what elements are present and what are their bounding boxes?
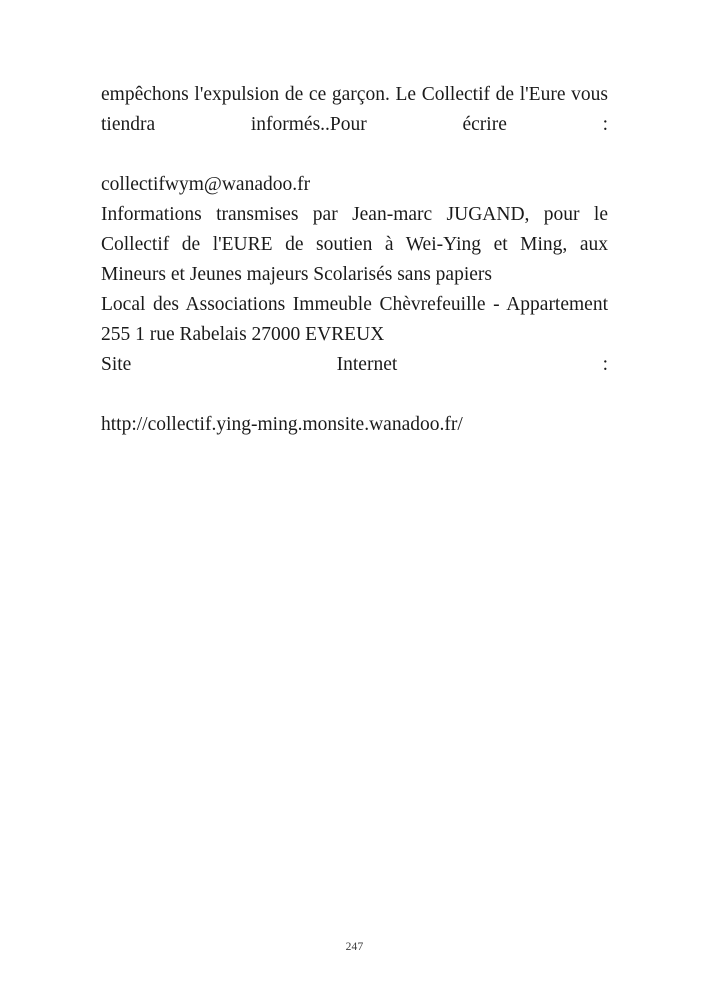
website-url: http://collectif.ying-ming.monsite.wanadoo.fr/ bbox=[101, 414, 463, 435]
email-address: collectifwym@wanadoo.fr bbox=[101, 174, 311, 195]
paragraph-informations bbox=[101, 200, 608, 290]
paragraph-website-url bbox=[101, 410, 608, 440]
page-number: 247 bbox=[345, 941, 364, 953]
page-text-column bbox=[101, 80, 608, 440]
paragraph-collectif-contact-text: empêchons l'expulsion de ce garçon. Le Collectif de l'Eure vous tiendra informés..Pour écrire : bbox=[101, 84, 608, 135]
internet-label: Internet : bbox=[336, 354, 608, 375]
paragraph-informations-text: Informations transmises par Jean-marc JUGAND, pour le Collectif de l'EURE de soutien à Wei-Ying et Ming, aux Mineurs et Jeunes majeurs Scolarisés sans papiers bbox=[101, 204, 608, 285]
paragraph-site-internet bbox=[101, 350, 608, 410]
paragraph-address-text: Local des Associations Immeuble Chèvrefeuille - Appartement 255 1 rue Rabelais 27000 EVREUX bbox=[101, 294, 608, 345]
site-label: Site bbox=[101, 354, 132, 375]
paragraph-collectif-contact bbox=[101, 80, 608, 170]
paragraph-address bbox=[101, 290, 608, 350]
paragraph-email bbox=[101, 170, 608, 200]
